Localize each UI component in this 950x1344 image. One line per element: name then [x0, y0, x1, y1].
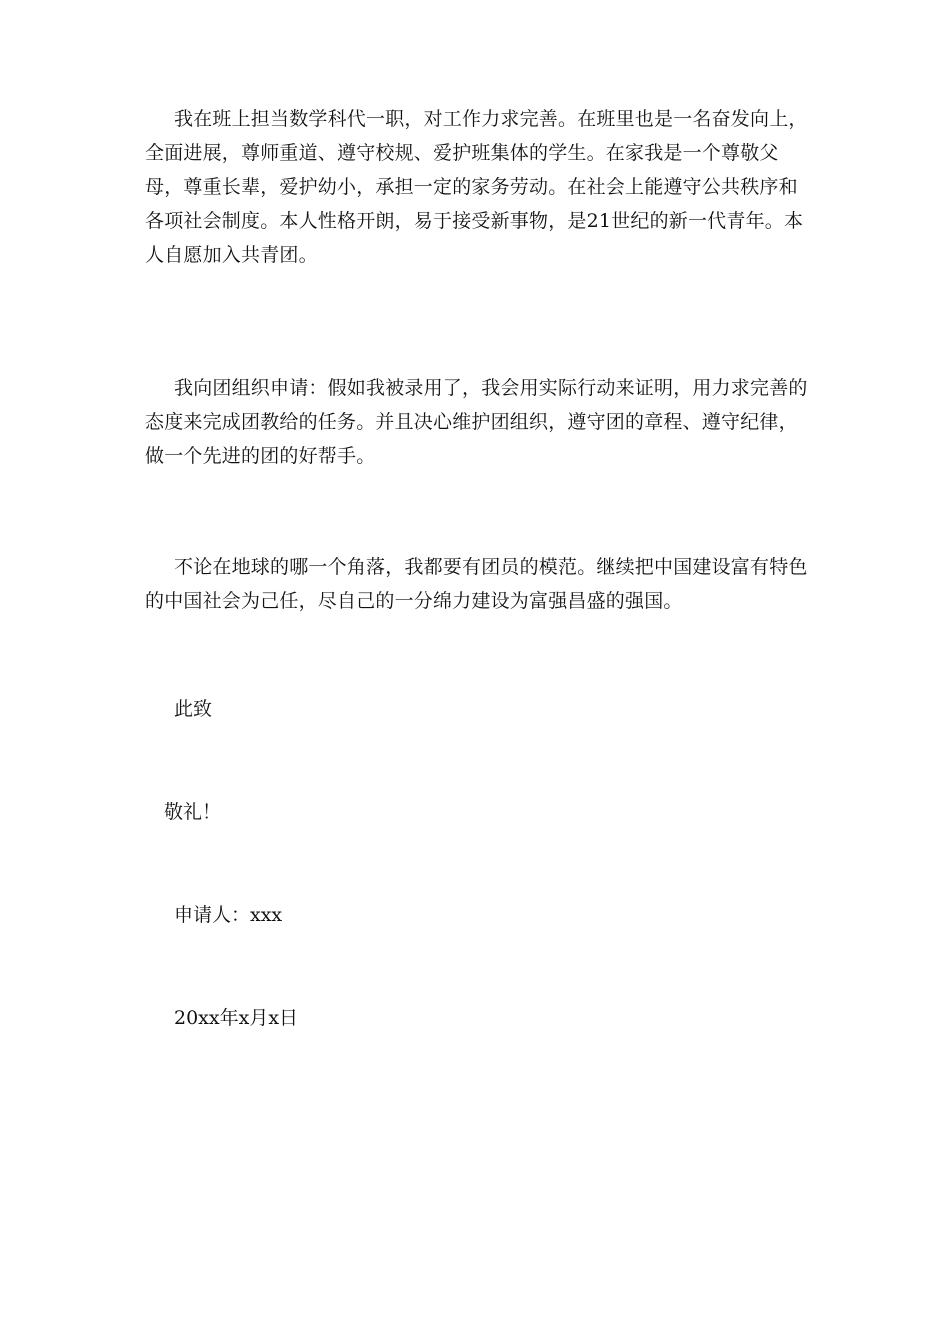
body-paragraph-3: 不论在地球的哪一个角落，我都要有团员的模范。继续把中国建设富有特色的中国社会为己任，尽自己的一分绵力建设为富强昌盛的强国。 [145, 556, 808, 612]
salutation: 敬礼！ [164, 801, 222, 823]
closing-phrase: 此致 [174, 698, 213, 720]
applicant-signature: 申请人：xxx [174, 904, 283, 926]
body-paragraph-1: 我在班上担当数学科代一职，对工作力求完善。在班里也是一名奋发向上，全面进展，尊师重道、遵守校规、爱护班集体的学生。在家我是一个尊敬父母，尊重长辈，爱护幼小，承担一定的家务劳动。在社会上能遵守公共秩序和各项社会制度。本人性格开朗，易于接受新事物，是21世纪的新一代青年。本人自愿加入共青团。 [145, 108, 808, 266]
letter-date: 20xx年x月x日 [174, 1007, 299, 1029]
body-paragraph-2: 我向团组织申请：假如我被录用了，我会用实际行动来证明，用力求完善的态度来完成团教给的任务。并且决心维护团组织，遵守团的章程、遵守纪律，做一个先进的团的好帮手。 [145, 377, 808, 467]
